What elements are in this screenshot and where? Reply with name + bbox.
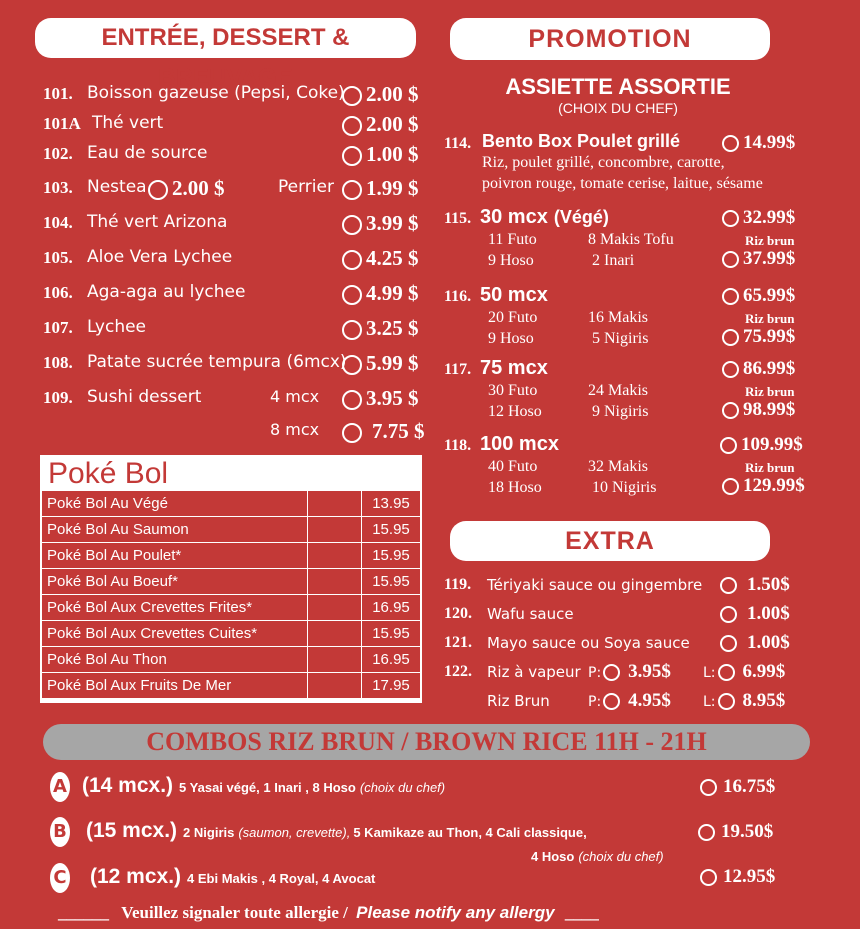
footer-text-fr: Veuillez signaler toute allergie / [121,903,348,922]
price-choice[interactable] [722,285,795,307]
table-row [42,517,421,543]
table-row [42,673,421,699]
promo-line: 11 Futo [488,231,537,248]
checkbox-circle[interactable] [722,251,739,268]
promo-price: 65.99$ [743,285,796,306]
poke-table [41,490,421,699]
section-header-promotion: PROMOTION [450,18,770,60]
poke-price: 13.95 [362,491,421,517]
promo-desc: Riz, poulet grillé, concombre, carotte, [482,154,725,171]
promo-name [480,433,559,456]
combo-price: 16.75$ [723,776,776,797]
item-name: Eau de source [87,143,208,163]
poke-name: Poké Bol Aux Fruits De Mer [42,673,308,699]
price-choice[interactable] [700,866,775,888]
price-choice[interactable] [342,281,419,306]
item-name: Aloe Vera Lychee [87,247,233,267]
checkbox-circle[interactable] [722,210,739,227]
promo-name [480,206,609,229]
table-row [42,491,421,517]
poke-gap [308,517,362,543]
checkbox-circle[interactable] [722,135,739,152]
promo-name-text: 75 mcx [480,357,548,379]
combo-line [90,865,375,889]
price-choice[interactable] [342,82,419,107]
combo-note: (saumon, crevette), [238,825,351,840]
checkbox-circle[interactable] [700,779,717,796]
promo-price-2: 37.99$ [743,248,796,269]
promo-number: 118. [444,437,472,454]
extra-name: Riz à vapeur [487,663,581,681]
item-price: 2.00 $ [366,82,419,106]
combos-header: COMBOS RIZ BRUN / BROWN RICE 11H - 21H [43,724,810,760]
extra-number: 120. [444,605,472,622]
price-choice[interactable] [720,574,790,596]
checkbox-circle[interactable] [718,664,735,681]
promo-price: 32.99$ [743,207,796,228]
price-choice[interactable] [720,603,790,625]
checkbox-circle[interactable] [342,423,362,443]
promo-number: 117. [444,361,472,378]
item-number: 105. [43,248,73,267]
section-header-entree: ENTRÉE, DESSERT & BREUVAGE [35,18,416,58]
item-price: 4.25 $ [366,246,419,270]
assiette-title: ASSIETTE ASSORTIE [505,74,731,99]
checkbox-circle[interactable] [342,285,362,305]
extra-name: Mayo sauce ou Soya sauce [487,634,690,652]
checkbox-circle[interactable] [342,146,362,166]
size-label: L: [703,665,716,681]
item-price-2: 7.75 $ [372,419,425,443]
extra-price: 1.50$ [747,574,790,595]
poke-price: 15.95 [362,569,421,595]
item-price: 2.00 $ [366,112,419,136]
price-choice[interactable] [722,207,795,229]
promo-number: 114. [444,135,472,152]
promo-number: 116. [444,288,472,305]
price-choice[interactable] [722,248,795,270]
extra-price: 6.99$ [742,661,786,682]
combo-desc-2: 5 Kamikaze au Thon, 4 Cali classique, [353,825,587,840]
combo-line [86,819,587,843]
poke-name: Poké Bol Aux Crevettes Frites* [42,595,308,621]
checkbox-circle[interactable] [603,693,620,710]
poke-price: 15.95 [362,543,421,569]
item-price: 2.00 $ [172,176,225,200]
item-name: Boisson gazeuse (Pepsi, Coke) [87,83,345,103]
promo-number: 115. [444,210,472,227]
item-name-2: Perrier [278,177,334,197]
riz-brun-label: Riz brun [745,311,795,326]
poke-name: Poké Bol Au Poulet* [42,543,308,569]
item-price: 5.99 $ [366,351,419,375]
promo-name [480,357,548,380]
checkbox-circle[interactable] [342,116,362,136]
poke-price: 15.95 [362,517,421,543]
promo-line: 18 Hoso [488,479,542,496]
riz-brun-label: Riz brun [745,233,795,248]
promo-line: 5 Nigiris [592,330,649,347]
promo-name-text: 50 mcx [480,284,548,306]
promo-price-2: 75.99$ [743,326,796,347]
extra-price: 1.00$ [747,632,790,653]
checkbox-circle[interactable] [720,437,737,454]
price-choice[interactable] [722,326,795,348]
checkbox-circle[interactable] [342,180,362,200]
item-name: Thé vert Arizona [87,212,228,232]
promo-suffix: (Végé) [553,207,609,227]
price-choice[interactable] [722,132,795,154]
promo-price-2: 129.99$ [743,475,805,496]
allergy-notice [58,903,818,923]
checkbox-circle[interactable] [722,361,739,378]
combo-price: 19.50$ [721,821,774,842]
promo-name [480,284,548,307]
checkbox-circle[interactable] [603,664,620,681]
extra-number: 121. [444,634,472,651]
combo-desc: 5 Yasai végé, 1 Inari , 8 Hoso [179,780,356,795]
promo-desc: poivron rouge, tomate cerise, laitue, sésame [482,175,763,192]
promo-line: 20 Futo [488,309,538,326]
riz-brun-label: Riz brun [745,384,795,399]
checkbox-circle[interactable] [148,180,168,200]
item-price: 1.00 $ [366,142,419,166]
table-row [42,595,421,621]
checkbox-circle[interactable] [720,577,737,594]
extra-number: 122. [444,663,472,680]
item-number: 103. [43,178,73,197]
price-choice[interactable] [342,316,419,341]
promo-line: 9 Hoso [488,330,534,347]
promo-line: 8 Makis Tofu [588,231,674,248]
combo-note: (choix du chef) [359,780,446,795]
promo-line: 10 Nigiris [592,479,657,496]
item-price: 4.99 $ [366,281,419,305]
combo-letter-c: C [50,863,70,893]
footer-text-en: Please notify any allergy [356,903,555,922]
combo-line [82,774,445,798]
checkbox-circle[interactable] [698,824,715,841]
price-choice[interactable] [342,386,419,411]
poke-bol-box [40,455,422,703]
combo-price: 12.95$ [723,866,776,887]
poke-name: Poké Bol Au Boeuf* [42,569,308,595]
poke-gap [308,647,362,673]
item-price: 3.25 $ [366,316,419,340]
checkbox-circle[interactable] [722,329,739,346]
item-number: 108. [43,353,73,372]
checkbox-circle[interactable] [342,215,362,235]
price-choice-large[interactable] [703,661,785,683]
table-row [42,621,421,647]
item-number: 104. [43,213,73,232]
combo-qty: (12 mcx.) [90,865,182,888]
promo-price: 86.99$ [743,358,796,379]
poke-price: 16.95 [362,647,421,673]
combo-desc-3: 4 Hoso [531,849,575,864]
price-choice[interactable] [342,351,419,376]
item-name: Lychee [87,317,147,337]
item-name: Sushi dessert [87,387,202,407]
footer-dash-right: ____ [564,903,599,922]
price-choice[interactable] [700,776,775,798]
checkbox-circle[interactable] [342,86,362,106]
poke-gap [308,543,362,569]
price-choice[interactable] [148,176,225,201]
item-number: 107. [43,318,73,337]
promo-name [482,131,680,152]
item-number: 106. [43,283,73,302]
poke-price: 17.95 [362,673,421,699]
promo-line: 30 Futo [488,382,538,399]
size-label: P: [588,665,602,681]
assiette-subtitle: (CHOIX DU CHEF) [558,100,678,116]
combo-desc: 2 Nigiris [183,825,235,840]
extra-price: 8.95$ [742,690,786,711]
price-choice-small[interactable] [588,661,671,683]
price-choice[interactable] [342,176,419,201]
checkbox-circle[interactable] [722,478,739,495]
promo-line: 2 Inari [592,252,635,269]
price-choice[interactable] [722,399,795,421]
checkbox-circle[interactable] [700,869,717,886]
checkbox-circle[interactable] [722,288,739,305]
riz-brun-label: Riz brun [745,460,795,475]
poke-gap [308,491,362,517]
combo-qty: (14 mcx.) [82,774,174,797]
table-row [42,569,421,595]
poke-name: Poké Bol Aux Crevettes Cuites* [42,621,308,647]
item-name: Aga-aga au lychee [87,282,246,302]
extra-number: 119. [444,576,472,593]
size-label: L: [703,694,716,710]
promo-price: 14.99$ [743,132,796,153]
promo-name-text: 30 mcx [480,206,548,228]
combo-letter-b: B [50,817,70,847]
extra-name: Riz Brun [487,692,550,710]
promo-line: 12 Hoso [488,403,542,420]
poke-gap [308,569,362,595]
combo-qty: (15 mcx.) [86,819,178,842]
footer-dash-left: ______ [58,903,109,922]
item-price: 3.99 $ [366,211,419,235]
poke-name: Poké Bol Au Thon [42,647,308,673]
item-price: 1.99 $ [366,176,419,200]
checkbox-circle[interactable] [342,250,362,270]
price-choice[interactable] [342,211,419,236]
extra-name: Tériyaki sauce ou gingembre [487,576,703,594]
poke-name: Poké Bol Au Saumon [42,517,308,543]
checkbox-circle[interactable] [342,355,362,375]
combo-letter-a: A [50,772,70,802]
price-choice-large[interactable] [703,690,785,712]
promo-line: 16 Makis [588,309,648,326]
price-choice[interactable] [342,142,419,167]
item-number: 109. [43,388,73,407]
promo-price: 109.99$ [741,434,803,455]
price-choice[interactable] [342,112,419,137]
checkbox-circle[interactable] [720,635,737,652]
checkbox-circle[interactable] [722,402,739,419]
extra-name: Wafu sauce [487,605,574,623]
promo-line: 24 Makis [588,382,648,399]
item-qty-2: 8 mcx [270,420,320,439]
extra-price: 3.95$ [628,661,671,682]
checkbox-circle[interactable] [720,606,737,623]
poke-title: Poké Bol [48,457,169,490]
promo-name-text: Bento Box Poulet grillé [482,131,681,151]
size-label: P: [588,694,602,710]
table-row [42,543,421,569]
combo-line-2 [531,848,664,866]
price-choice[interactable] [342,419,425,444]
checkbox-circle[interactable] [342,320,362,340]
poke-gap [308,595,362,621]
item-number: 102. [43,144,73,163]
promo-line: 9 Hoso [488,252,534,269]
item-number: 101. [43,84,73,103]
extra-price: 1.00$ [747,603,790,624]
promo-line: 9 Nigiris [592,403,649,420]
promo-line: 32 Makis [588,458,648,475]
price-choice-small[interactable] [588,690,671,712]
item-name: Nestea [87,177,147,197]
extra-price: 4.95$ [628,690,671,711]
poke-gap [308,673,362,699]
promo-line: 40 Futo [488,458,538,475]
price-choice[interactable] [342,246,419,271]
promo-price-2: 98.99$ [743,399,796,420]
price-choice[interactable] [698,821,773,843]
promo-name-text: 100 mcx [480,433,559,455]
item-qty: 4 mcx [270,387,320,406]
section-header-extra: EXTRA [450,521,770,561]
poke-price: 15.95 [362,621,421,647]
checkbox-circle[interactable] [718,693,735,710]
poke-price: 16.95 [362,595,421,621]
item-price: 3.95 $ [366,386,419,410]
combo-desc: 4 Ebi Makis , 4 Royal, 4 Avocat [187,871,376,886]
price-choice[interactable] [720,434,803,456]
poke-name: Poké Bol Au Végé [42,491,308,517]
checkbox-circle[interactable] [342,390,362,410]
poke-gap [308,621,362,647]
item-number: 101A [43,114,81,133]
item-name: Patate sucrée tempura (6mcx) [87,352,347,372]
combo-note-3: (choix du chef) [578,849,664,864]
price-choice[interactable] [720,632,790,654]
price-choice[interactable] [722,358,795,380]
price-choice[interactable] [722,475,805,497]
item-name: Thé vert [92,113,164,133]
table-row [42,647,421,673]
